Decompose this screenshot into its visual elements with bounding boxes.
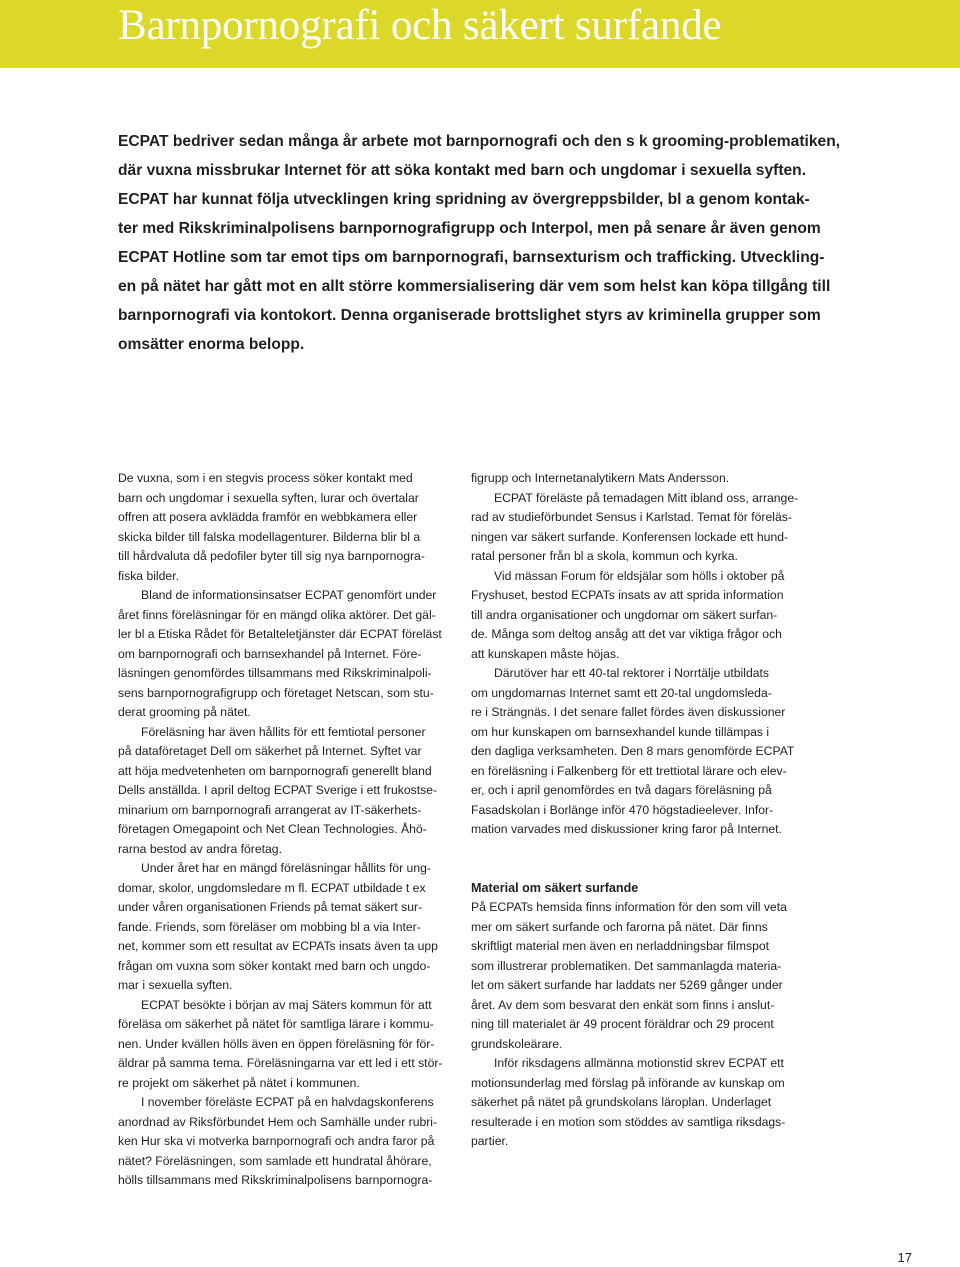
body-line: De vuxna, som i en stegvis process söker kontakt med (118, 471, 413, 485)
body-line: resulterade i en motion som stöddes av samtliga riksdags- (471, 1114, 786, 1129)
body-line: skicka bilder till falska modellagenturer. Bilderna blir bl a (118, 529, 421, 544)
body-line: Fasadskolan i Borlänge inför 470 högstadieelever. Infor- (471, 802, 774, 817)
body-line: minarium om barnpornografi arrangerat av IT-säkerhets- (118, 802, 422, 817)
body-line: domar, skolor, ungdomsledare m fl. ECPAT utbildade t ex (118, 880, 426, 895)
body-line: nen. Under kvällen hölls även en öppen föreläsning för för- (118, 1036, 435, 1051)
body-line: att höja medvetenheten om barnpornografi generellt bland (118, 763, 432, 778)
body-line: mer om säkert surfande och farorna på nätet. Där finns (471, 919, 768, 934)
page-number: 17 (897, 1250, 912, 1265)
body-line: I november föreläste ECPAT på en halvdagskonferens (141, 1095, 434, 1109)
body-line: Bland de informationsinsatser ECPAT genomfört under (141, 588, 437, 602)
intro-line: där vuxna missbrukar Internet för att söka kontakt med barn och ungdomar i sexuella syften. (118, 161, 807, 179)
body-line: den dagliga verksamheten. Den 8 mars genomförde ECPAT (471, 744, 795, 758)
body-line: ECPAT föreläste på temadagen Mitt ibland oss, arrange- (494, 490, 799, 505)
body-line: sens barnpornografigrupp och företaget Netscan, som stu- (118, 685, 434, 700)
title-band (0, 0, 960, 68)
body-line: ning till materialet är 49 procent föräldrar och 29 procent (471, 1017, 774, 1031)
body-line: re projekt om säkerhet på nätet i kommunen. (118, 1075, 360, 1090)
intro-line: barnpornografi via kontokort. Denna organiserade brottslighet styrs av kriminella grupper som (118, 306, 821, 324)
body-line: rad av studieförbundet Sensus i Karlstad. Temat för föreläs- (471, 510, 792, 524)
body-line: ken Hur ska vi motverka barnpornografi och andra faror på (118, 1134, 435, 1148)
body-line: under våren organisationen Friends på temat säkert sur- (118, 900, 423, 914)
body-line: re i Strängnäs. I det senare fallet fördes även diskussioner (471, 705, 786, 719)
body-line: er, och i april genomfördes en två dagars föreläsning på (471, 783, 772, 797)
body-line: rarna bestod av andra företag. (118, 841, 282, 856)
body-line: hölls tillsammans med Rikskriminalpolisens barnpornogra- (118, 1173, 433, 1187)
intro-line: omsätter enorma belopp. (118, 335, 305, 353)
body-line: säkerhet på nätet på grundskolans läroplan. Underlaget (471, 1095, 772, 1109)
body-line: På ECPATs hemsida finns information för den som vill veta (471, 900, 787, 914)
right-column (471, 469, 811, 1152)
body-line: de. Många som deltog ansåg att det var viktiga frågor och (471, 627, 782, 641)
body-line: ningen var säkert surfande. Konferensen lockade ett hund- (471, 529, 789, 544)
body-line: till hårdvaluta då pedofiler byter till sig nya barnpornogra- (118, 549, 425, 563)
body-line: om barnpornografi och barnsexhandel på Internet. Före- (118, 646, 422, 661)
body-line: Under året har en mängd föreläsningar hållits för ung- (141, 861, 431, 875)
body-line: Föreläsning har även hållits för ett femtiotal personer (141, 724, 426, 739)
intro-paragraph (118, 128, 841, 360)
body-line: mation varvades med diskussioner kring faror på Internet. (471, 822, 782, 836)
intro-line: ter med Rikskriminalpolisens barnpornografigrupp och Interpol, men på senare år även genom (118, 219, 821, 237)
body-line: derat grooming på nätet. (118, 705, 251, 719)
body-line: ler bl a Etiska Rådet för Betalteletjänster där ECPAT föreläst (118, 627, 442, 641)
body-line: grundskoleärare. (471, 1036, 563, 1051)
intro-line: en på nätet har gått mot en allt större kommersialisering där vem som helst kan köpa tillgång till (118, 277, 831, 295)
intro-line: ECPAT bedriver sedan många år arbete mot barnpornografi och den s k grooming-problematiken, (118, 133, 841, 150)
body-line: figrupp och Internetanalytikern Mats Andersson. (471, 471, 730, 485)
body-line: mar i sexuella syften. (118, 978, 233, 992)
intro-line: ECPAT Hotline som tar emot tips om barnpornografi, barnsexturism och trafficking. Utveckling- (118, 248, 825, 266)
body-line: ratal personer från bl a skola, kommun och kyrka. (471, 549, 738, 563)
body-line: året. Av dem som besvarat den enkät som finns i anslut- (471, 997, 775, 1012)
body-line: partier. (471, 1134, 509, 1148)
section-gap (471, 840, 811, 879)
body-line: året finns föreläsningar för en mängd olika aktörer. Det gäl- (118, 607, 436, 622)
body-line: fande. Friends, som föreläser om mobbing bl a via Inter- (118, 919, 421, 934)
body-line: Dells anställda. I april deltog ECPAT Sverige i ett frukostse- (118, 783, 438, 797)
body-line: Därutöver har ett 40-tal rektorer i Norrtälje utbildats (494, 666, 770, 680)
body-line: som illustrerar problematiken. Det sammanlagda materia- (471, 958, 782, 973)
body-line: skriftligt material men även en nerladdningsbar filmspot (471, 939, 770, 953)
body-line: let om säkert surfande har laddats ner 5269 gånger under (471, 978, 783, 992)
body-line: fiska bilder. (118, 568, 179, 583)
body-line: en föreläsning i Falkenberg för ett trettiotal lärare och elev- (471, 763, 787, 778)
body-line: om ungdomarnas Internet samt ett 20-tal ungdomsleda- (471, 685, 772, 700)
body-line: offren att posera avklädda framför en webbkamera eller (118, 510, 418, 524)
body-line: nätet? Föreläsningen, som samlade ett hundratal åhörare, (118, 1153, 432, 1168)
body-line: Fryshuset, bestod ECPATs insats av att sprida information (471, 588, 784, 602)
body-line: till andra organisationer och ungdomar om säkert surfan- (471, 607, 778, 622)
intro-line: ECPAT har kunnat följa utvecklingen kring spridning av övergreppsbilder, bl a genom kontak- (118, 190, 810, 208)
body-line: läsningen genomfördes tillsammans med Rikskriminalpoli- (118, 666, 432, 680)
body-line: på dataföretaget Dell om säkerhet på Internet. Syftet var (118, 744, 422, 758)
body-line: företagen Omegapoint och Net Clean Technologies. Åhö- (118, 822, 427, 836)
body-line: ECPAT besökte i början av maj Säters kommun för att (141, 997, 432, 1012)
body-line: barn och ungdomar i sexuella syften, lurar och övertalar (118, 490, 419, 505)
body-line: äldrar på samma tema. Föreläsningarna var ett led i ett stör- (118, 1056, 443, 1070)
body-line: om hur kunskapen om barnsexhandel kunde tillämpas i (471, 724, 770, 739)
body-line: anordnad av Riksförbundet Hem och Samhälle under rubri- (118, 1114, 438, 1129)
body-line: net, kommer som ett resultat av ECPATs insats även ta upp (118, 939, 438, 953)
body-line: frågan om vuxna som söker kontakt med barn och ungdo- (118, 958, 431, 973)
section-heading: Material om säkert surfande (471, 880, 639, 895)
body-line: Vid mässan Forum för eldsjälar som hölls i oktober på (494, 568, 785, 583)
body-line: Inför riksdagens allmänna motionstid skrev ECPAT ett (494, 1056, 784, 1070)
body-line: att kunskapen måste höjas. (471, 646, 620, 661)
body-line: motionsunderlag med förslag på införande av kunskap om (471, 1075, 785, 1090)
left-column (118, 469, 458, 1191)
page-title: Barnpornografi och säkert surfande (118, 2, 722, 49)
body-line: föreläsa om säkerhet på nätet för samtliga lärare i kommu- (118, 1017, 434, 1031)
